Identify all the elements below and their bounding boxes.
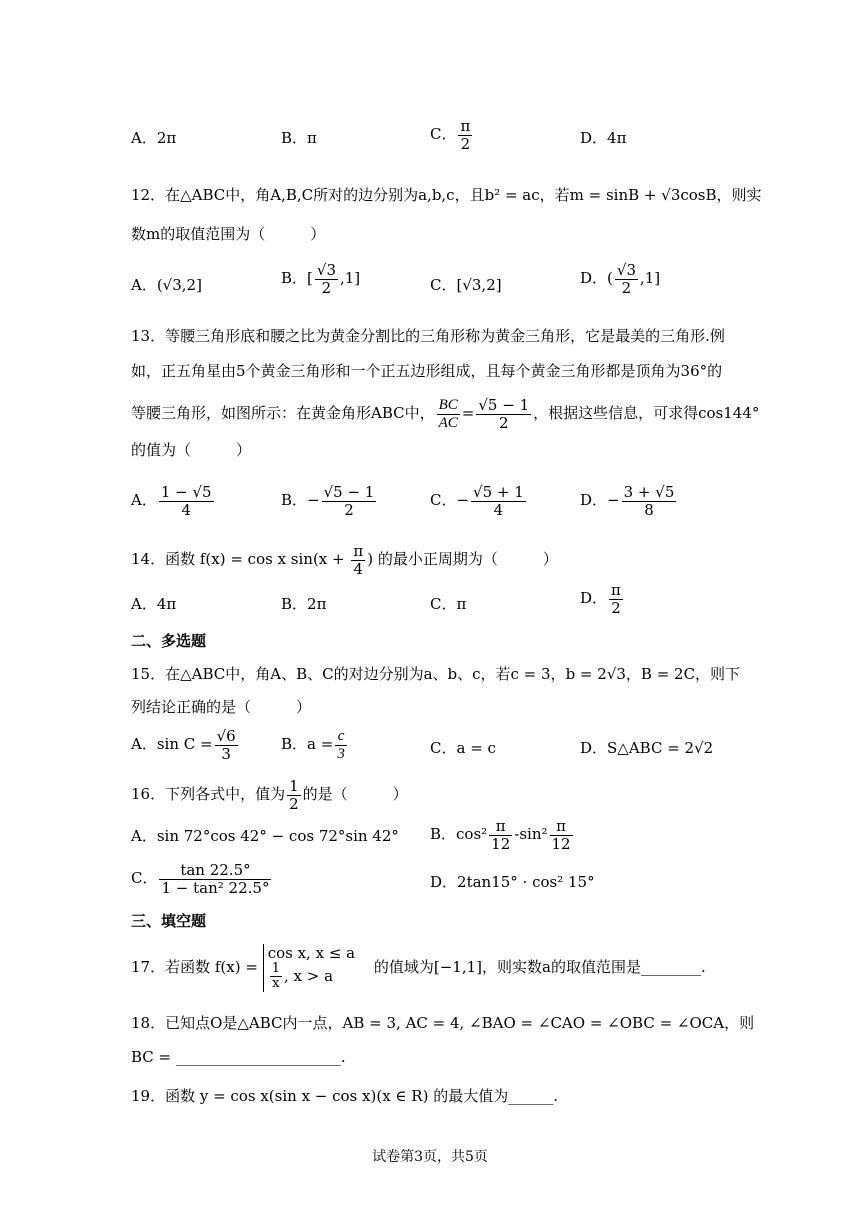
q13-stem-line2: 如，正五角星由5个黄金三角形和一个正五边形组成，且每个黄金三角形都是顶角为36°的	[131, 362, 723, 380]
q19-stem: 19．函数 y = cos x(sin x − cos x)(x ∈ R) 的最大值为______.	[131, 1087, 558, 1105]
q15-option-c: C．a = c	[430, 739, 496, 757]
q16-option-a: A．sin 72°cos 42° − cos 72°sin 42°	[131, 827, 399, 845]
q16-option-d: D．2tan15° · cos² 15°	[430, 873, 595, 891]
q13-option-d: D．− $\frac{3 + √5}{8}$	[580, 483, 675, 519]
q13-stem-line3: 等腰三角形，如图所示：在黄金角形ABC中， $\frac{BC}{AC}$ = $\frac{√5 - 1}{2}$ ，根据这些信息，可求得cos144°	[131, 396, 760, 432]
q15-option-a: A．sin C = $\frac{√6}{3}$	[131, 727, 236, 763]
q14-option-b: B．2π	[281, 595, 327, 613]
q14-option-d: D． $\frac{\pi}{2}$	[580, 581, 621, 617]
q12-stem-line1: 12．在△ABC中，角A,B,C所对的边分别为a,b,c，且b² = ac，若m = sinB + √3cosB，则实	[131, 186, 762, 204]
q12-option-c: C．[√3,2]	[430, 276, 502, 294]
page-footer: 试卷第3页，共5页	[372, 1149, 488, 1165]
q18-stem-line1: 18．已知点O是△ABC内一点，AB = 3, AC = 4, ∠BAO = ∠CAO = ∠OBC = ∠OCA，则	[131, 1014, 755, 1032]
section-fill-in-heading: 三、填空题	[131, 912, 207, 930]
q15-stem-line1: 15．在△ABC中，角A、B、C的对边分别为a、b、c，若c = 3，b = 2√3，B = 2C，则下	[131, 665, 741, 683]
q13-stem-line4: 的值为（ ）	[131, 441, 252, 459]
q15-option-b: B．a = $\frac{c}{3}$	[281, 728, 345, 762]
q15-stem-line2: 列结论正确的是（ ）	[131, 698, 312, 716]
q13-option-b: B．− $\frac{√5 - 1}{2}$	[281, 483, 375, 519]
q18-stem-line2: BC = ______________________.	[131, 1048, 346, 1066]
q16-stem: 16．下列各式中，值为 $\frac{1}{2}$ 的是（ ）	[131, 777, 408, 813]
q17-stem: 17．若函数 f(x) = cos x, x ≤ a $\frac{1}{x}$ , x > a 的值域为[−1,1]，则实数a的取值范围是________.	[131, 944, 706, 992]
q13-option-a: A． $\frac{1 - √5}{4}$	[131, 483, 212, 519]
q14-option-a: A．4π	[131, 595, 177, 613]
q11-option-c: C． $\frac{\pi}{2}$	[430, 117, 471, 153]
q11-option-a: A．2π	[131, 129, 177, 147]
q13-option-c: C．− $\frac{√5 + 1}{4}$	[430, 483, 524, 519]
q12-option-b: B．[ $\frac{√3}{2}$ ,1]	[281, 261, 361, 297]
q15-option-d: D．S△ABC = 2√2	[580, 739, 714, 757]
q16-option-c: C． $\frac{\tan 22.5^\circ}{\text{1 − tan² 22.5°}}$	[131, 861, 270, 897]
q12-option-a: A．(√3,2]	[131, 276, 202, 294]
q14-option-c: C．π	[430, 595, 467, 613]
q16-option-b: B．cos² $\frac{\pi}{12}$ -sin² $\frac{\pi}{12}$	[430, 817, 571, 853]
q12-option-d: D．( $\frac{√3}{2}$ ,1]	[580, 261, 661, 297]
q14-stem: 14．函数 f(x) = cos x sin(x + $\frac{\pi}{4}$ ) 的最小正周期为（ ）	[131, 542, 558, 578]
section-multiple-choice-heading: 二、多选题	[131, 632, 207, 650]
q11-option-d: D．4π	[580, 129, 627, 147]
piecewise-cases: cos x, x ≤ a $\frac{1}{x}$ , x > a	[263, 944, 355, 992]
q12-stem-line2: 数m的取值范围为（ ）	[131, 225, 326, 243]
q13-stem-line1: 13．等腰三角形底和腰之比为黄金分割比的三角形称为黄金三角形，它是最美的三角形.例	[131, 327, 725, 345]
q11-option-b: B．π	[281, 129, 317, 147]
